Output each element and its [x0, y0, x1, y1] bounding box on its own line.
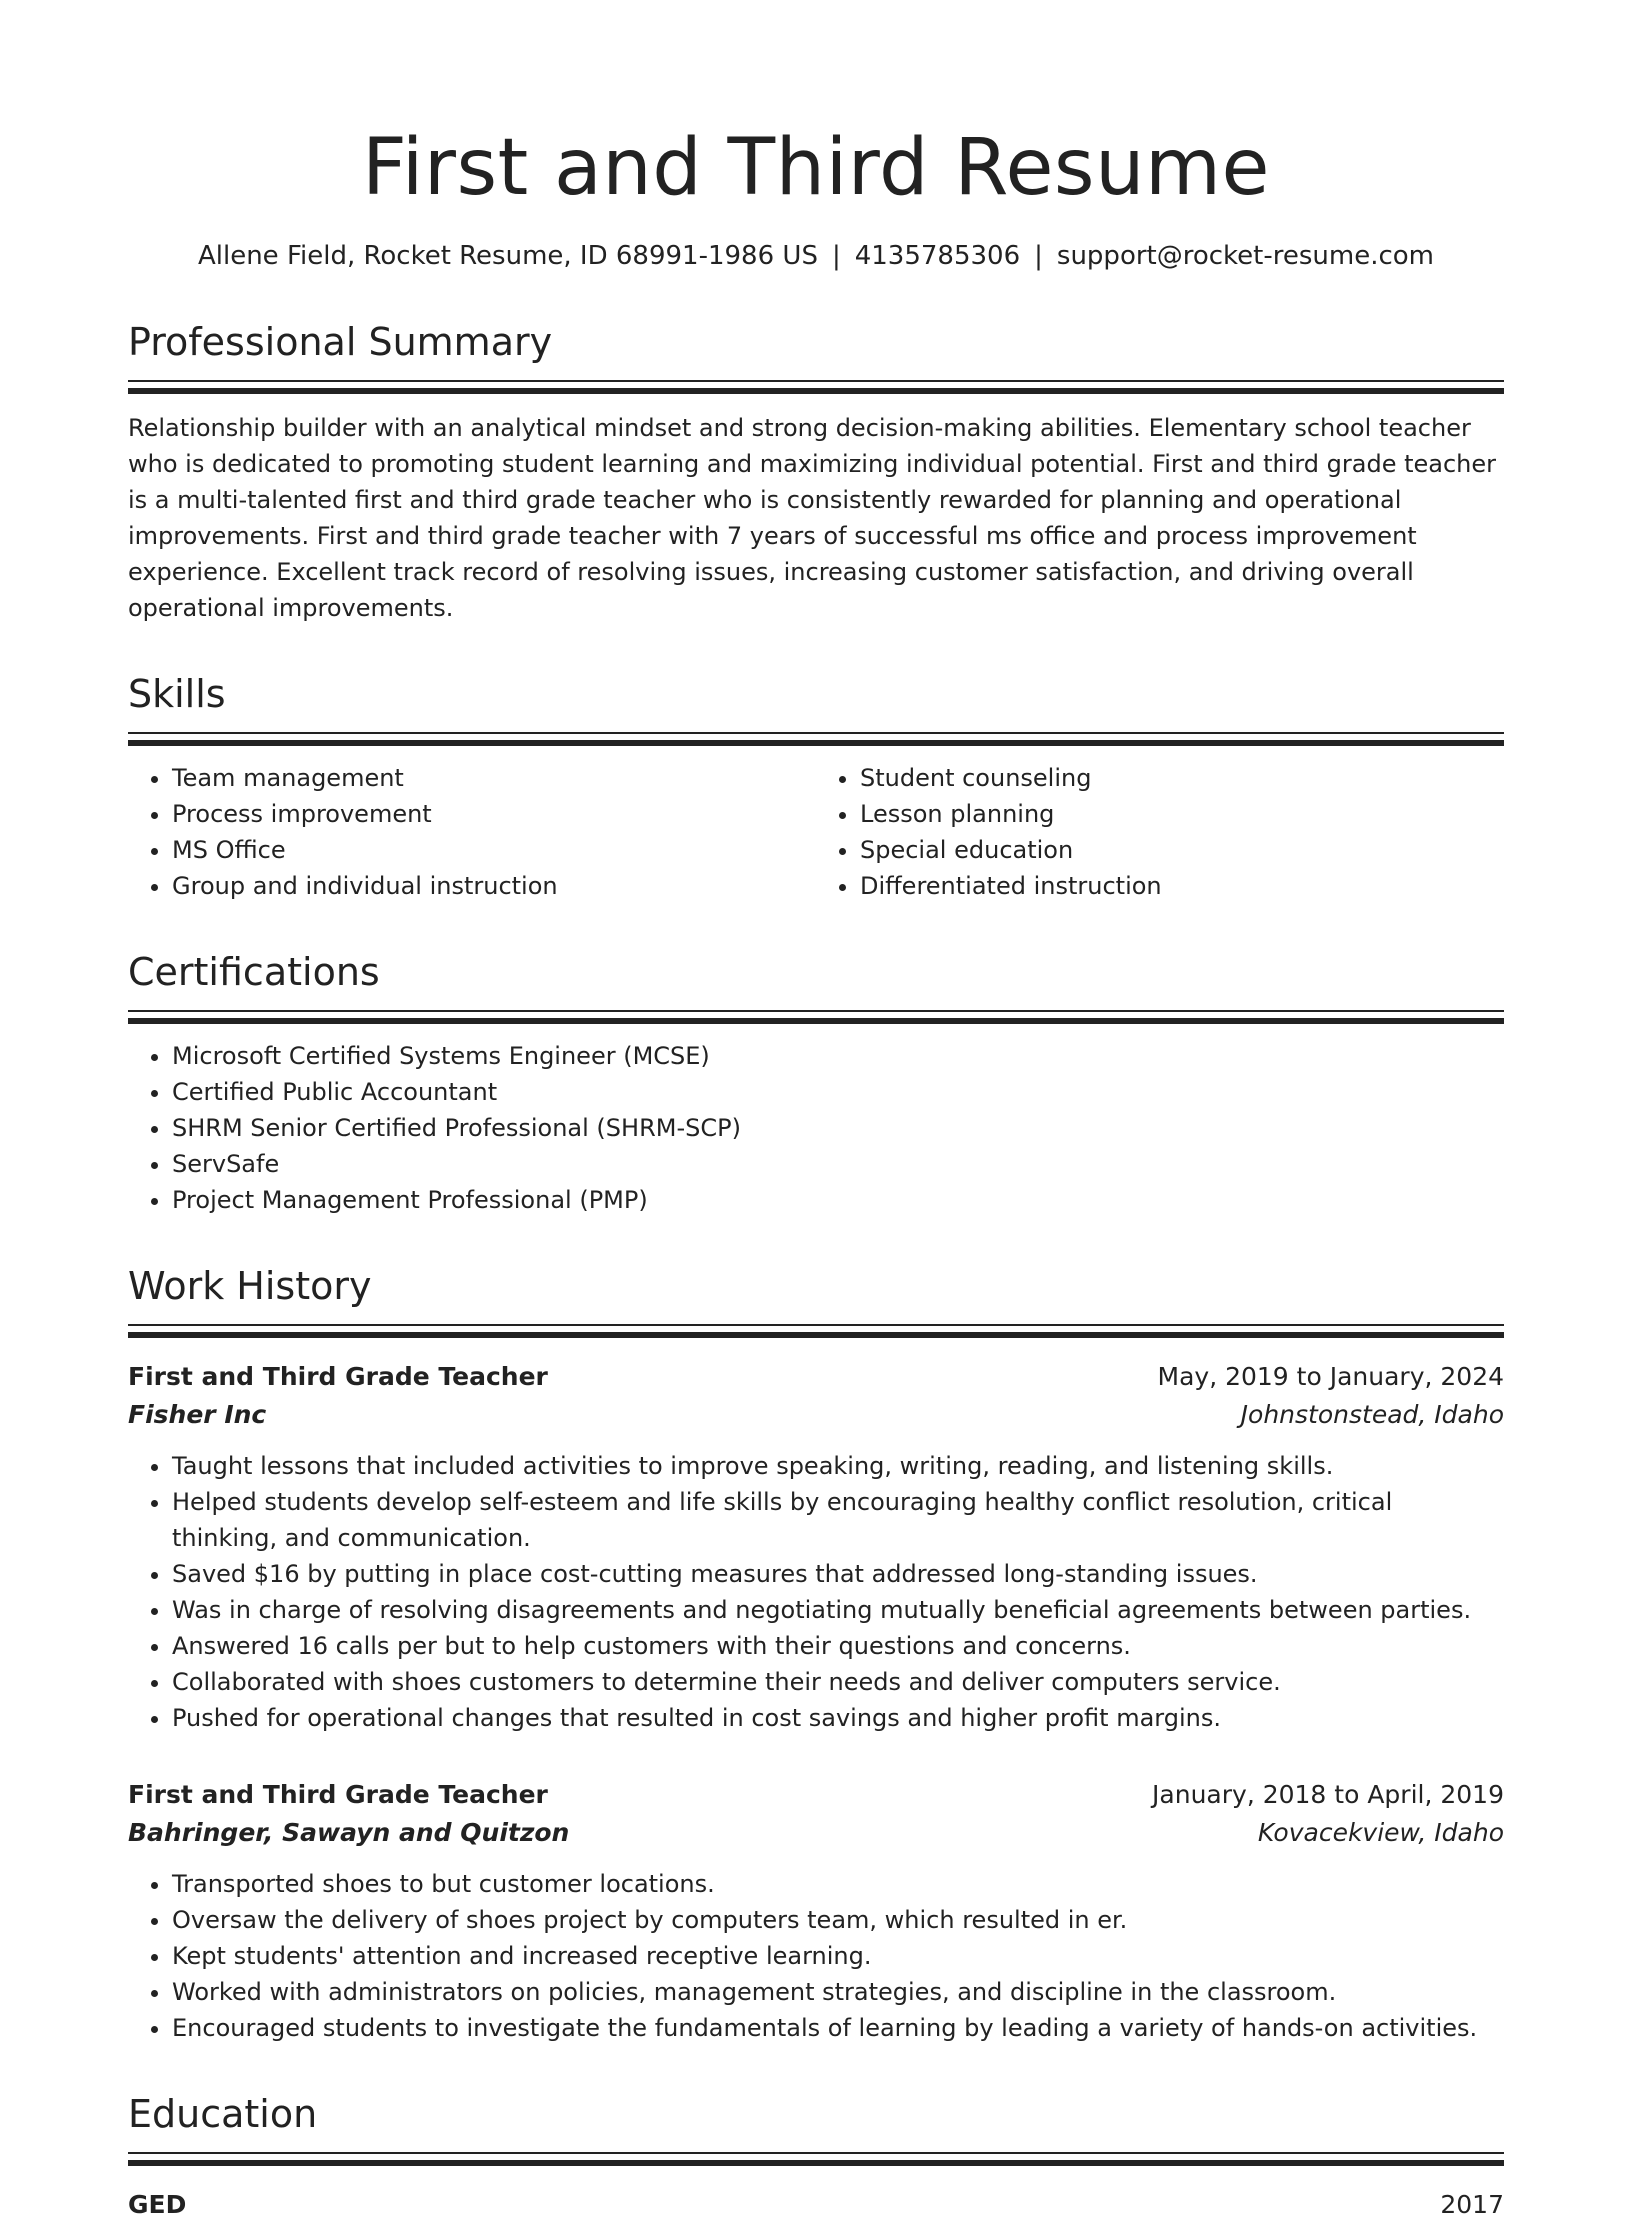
job-bullets: [128, 1448, 1504, 1736]
certification-item: • Certified Public Accountant: [172, 1074, 1504, 1110]
skill-item: • Team management: [172, 760, 816, 796]
job-subheader: [128, 1814, 1504, 1852]
job-company: Fisher Inc: [128, 1400, 267, 1429]
job-bullet: • Saved $16 by putting in place cost-cutting measures that addressed long-standing issues.: [172, 1556, 1504, 1592]
skills-grid: [128, 760, 1504, 904]
education-year: 2017: [1440, 2190, 1504, 2219]
section-heading: Professional Summary: [128, 320, 553, 364]
job-dates: January, 2018 to April, 2019: [1152, 1780, 1504, 1809]
job-location: Kovacekview, Idaho: [1257, 1818, 1504, 1847]
education-entry: [128, 2186, 1504, 2224]
job-title: First and Third Grade Teacher: [128, 1780, 548, 1809]
job-bullet: • Was in charge of resolving disagreements and negotiating mutually beneficial agreements between parties.: [172, 1592, 1504, 1628]
contact-phone: 4135785306: [854, 241, 1021, 271]
contact-line: [128, 238, 1504, 274]
job-bullet: • Transported shoes to but customer locations.: [172, 1866, 1504, 1902]
certification-item: • Project Management Professional (PMP): [172, 1182, 1504, 1218]
job-bullets: [128, 1866, 1504, 2046]
job-bullet: • Encouraged students to investigate the fundamentals of learning by leading a variety of hands-on activities.: [172, 2010, 1504, 2046]
section-divider: [128, 1324, 1504, 1338]
skill-item: • Process improvement: [172, 796, 816, 832]
section-divider: [128, 380, 1504, 394]
certification-item: • SHRM Senior Certified Professional (SHRM-SCP): [172, 1110, 1504, 1146]
certification-item: • Microsoft Certified Systems Engineer (MCSE): [172, 1038, 1504, 1074]
section-skills: [128, 670, 1504, 904]
job-bullet: • Oversaw the delivery of shoes project by computers team, which resulted in er.: [172, 1902, 1504, 1938]
skill-item: • Lesson planning: [860, 796, 1504, 832]
section-professional-summary: [128, 318, 1504, 626]
job-bullet: • Pushed for operational changes that resulted in cost savings and higher profit margins.: [172, 1700, 1504, 1736]
job-entry: [128, 1776, 1504, 2046]
contact-address: Allene Field, Rocket Resume, ID 68991-1986 US: [197, 241, 818, 271]
section-divider: [128, 2152, 1504, 2166]
job-bullet: • Helped students develop self-esteem and life skills by encouraging healthy conflict resolution, critical thinking, and communication.: [172, 1484, 1504, 1556]
job-title: First and Third Grade Teacher: [128, 1362, 548, 1391]
job-bullet: • Answered 16 calls per but to help customers with their questions and concerns.: [172, 1628, 1504, 1664]
job-bullet: • Taught lessons that included activities to improve speaking, writing, reading, and listening skills.: [172, 1448, 1504, 1484]
section-heading: Certifications: [128, 950, 380, 994]
section-heading: Education: [128, 2092, 318, 2136]
skill-item: • Student counseling: [860, 760, 1504, 796]
resume-title: First and Third Resume: [362, 123, 1270, 213]
certification-item: • ServSafe: [172, 1146, 1504, 1182]
section-divider: [128, 1010, 1504, 1024]
job-header: [128, 1358, 1504, 1396]
skill-item: • MS Office: [172, 832, 816, 868]
section-education: [128, 2090, 1504, 2224]
job-bullet: • Collaborated with shoes customers to determine their needs and deliver computers service.: [172, 1664, 1504, 1700]
skill-item: • Differentiated instruction: [860, 868, 1504, 904]
job-entry: [128, 1358, 1504, 1736]
section-heading: Work History: [128, 1264, 372, 1308]
skills-column-right: [816, 760, 1504, 904]
section-work-history: [128, 1262, 1504, 2046]
contact-separator: |: [1034, 241, 1043, 271]
job-location: Johnstonstead, Idaho: [1240, 1400, 1504, 1429]
summary-text: Relationship builder with an analytical mindset and strong decision-making abilities. Elementary school teacher who is dedicated to promoting student learning and maximizing individual potential. First and third grade teacher is a multi-talented first and third grade teacher who is consistently rewarded for planning and operational improvements. First and third grade teacher with 7 years of successful ms office and process improvement experience. Excellent track record of resolving issues, increasing customer satisfaction, and driving overall operational improvements.: [128, 414, 1497, 622]
education-degree: GED: [128, 2190, 187, 2219]
contact-separator: |: [831, 241, 841, 271]
skills-column-left: [128, 760, 816, 904]
section-certifications: [128, 948, 1504, 1218]
section-divider: [128, 732, 1504, 746]
job-bullet: • Kept students' attention and increased receptive learning.: [172, 1938, 1504, 1974]
job-header: [128, 1776, 1504, 1814]
job-dates: May, 2019 to January, 2024: [1157, 1362, 1504, 1391]
skill-item: • Special education: [860, 832, 1504, 868]
certifications-list: [128, 1038, 1504, 1218]
job-bullet: • Worked with administrators on policies, management strategies, and discipline in the classroom.: [172, 1974, 1504, 2010]
skill-item: • Group and individual instruction: [172, 868, 816, 904]
contact-email: support@rocket-resume.com: [1056, 241, 1435, 271]
job-company: Bahringer, Sawayn and Quitzon: [128, 1818, 570, 1847]
job-subheader: [128, 1396, 1504, 1434]
section-heading: Skills: [128, 672, 226, 716]
